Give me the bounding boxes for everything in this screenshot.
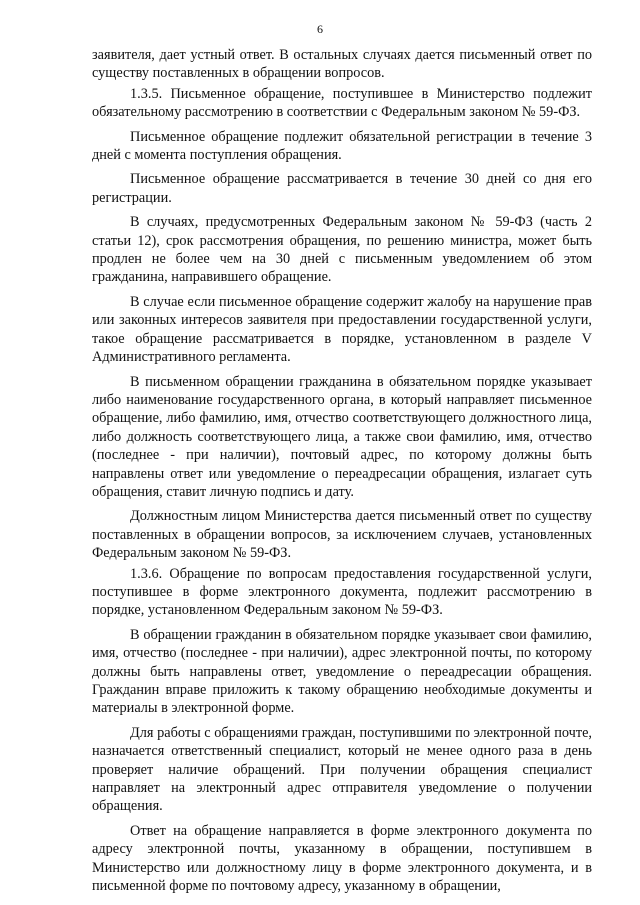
paragraph: В случаях, предусмотренных Федеральным законом № 59-ФЗ (часть 2 статьи 12), срок рассмотрения обращения, по решению министра, может быть продлен не более чем на 30 дней с письменным уведомлением об этом гражданина, направившего обращение. — [92, 214, 592, 286]
paragraph: Для работы с обращениями граждан, поступившими по электронной почте, назначается ответственный специалист, который не менее одного раза в день проверяет наличие обращений. При получении обращения специалист направляет на электронный адрес отправителя уведомление о получении обращения. — [92, 724, 592, 815]
paragraph: Ответ на обращение направляется в форме электронного документа по адресу электронной почты, указанному в обращении, поступившем в Министерство или должностному лицу в форме электронного документа, и в письменной форме по почтовому адресу, указанному в обращении, — [92, 822, 592, 895]
paragraph: Письменное обращение рассматривается в течение 30 дней со дня его регистрации. — [92, 171, 592, 206]
paragraph: заявителя, дает устный ответ. В остальных случаях дается письменный ответ по существу поставленных в обращении вопросов. — [92, 47, 592, 82]
page-number: 6 — [317, 22, 323, 36]
paragraph: В письменном обращении гражданина в обязательном порядке указывает либо наименование государственного органа, в который направляет письменное обращение, либо фамилию, имя, отчество соответствующего должностного лица, либо должность соответствующего лица, а также свои фамилию, имя, отчество (последнее - при наличии), почтовый адрес, по которому должны быть направлены ответ или уведомление о переадресации обращения, излагает суть обращения, ставит личную подпись и дату. — [92, 373, 592, 500]
paragraph: 1.3.5. Письменное обращение, поступившее в Министерство подлежит обязательному рассмотрению в соответствии с Федеральным законом № 59-ФЗ. — [92, 85, 592, 121]
paragraph: В обращении гражданин в обязательном порядке указывает свои фамилию, имя, отчество (последнее - при наличии), адрес электронной почты, по которому должны быть направлены ответ, уведомление о переадресации обращения. Гражданин вправе приложить к такому обращению необходимые документы и материалы в электронной форме. — [92, 626, 592, 717]
paragraph: В случае если письменное обращение содержит жалобу на нарушение прав или законных интересов заявителя при предоставлении государственной услуги, такое обращение рассматривается в порядке, установленном в разделе V Административного регламента. — [92, 293, 592, 366]
paragraph: 1.3.6. Обращение по вопросам предоставления государственной услуги, поступившее в форме электронного документа, подлежит рассмотрению в порядке, установленном Федеральным законом № 59-ФЗ. — [92, 565, 592, 619]
paragraph: Письменное обращение подлежит обязательной регистрации в течение 3 дней с момента поступления обращения. — [92, 128, 592, 164]
document-body — [92, 46, 592, 897]
paragraph: Должностным лицом Министерства дается письменный ответ по существу поставленных в обращении вопросов, за исключением случаев, установленных Федеральным законом № 59-ФЗ. — [92, 508, 592, 562]
